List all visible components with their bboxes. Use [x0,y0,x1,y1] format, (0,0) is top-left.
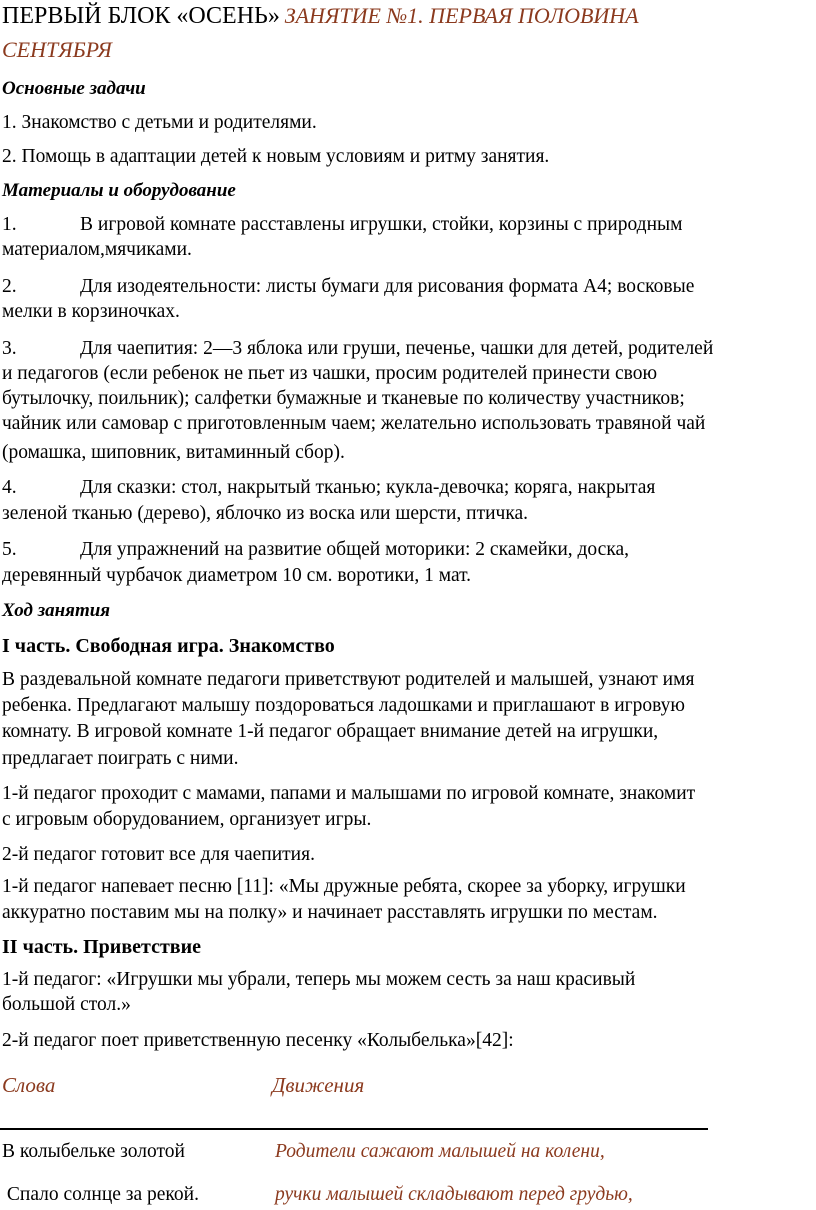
part1-heading: I часть. Свободная игра. Знакомство [2,635,335,657]
paragraph-line: ребенка. Предлагают малышу поздороваться ладошками и приглашают в игровую [2,695,686,716]
document-title [2,4,639,30]
item-number: 1. [2,214,17,235]
material-item-cont: мелки в корзиночках. [2,301,180,322]
paragraph-line: 2-й педагог готовит все для чаепития. [2,844,315,865]
part2-heading: II часть. Приветствие [2,936,201,958]
material-item-cont: (ромашка, шиповник, витаминный сбор). [2,442,345,463]
material-item [2,275,694,299]
lesson-title-cont: СЕНТЯБРЯ [2,37,112,62]
material-item-cont: деревянный чурбачок диаметром 10 см. воротики, 1 мат. [2,565,472,586]
task-item: 2. Помощь в адаптации детей к новым условиям и ритму занятия. [2,146,550,167]
tasks-heading: Основные задачи [2,78,146,99]
item-text: Для изодеятельности: листы бумаги для рисования формата А4; восковые [80,276,695,297]
paragraph-line: предлагает поиграть с ними. [2,748,239,769]
material-item [2,538,629,562]
item-text: В игровой комнате расставлены игрушки, стойки, корзины с природным [80,214,683,235]
song-words: Спало солнце за рекой. [2,1184,199,1205]
material-item [2,213,682,237]
task-item: 1. Знакомство с детьми и родителями. [2,112,317,133]
block-title: ПЕРВЫЙ БЛОК «ОСЕНЬ» [2,3,280,29]
paragraph-line: с игровым оборудованием, организует игры. [2,809,372,830]
item-number: 4. [2,477,17,498]
material-item-cont: и педагогов (если ребенок не пьет из чашки, просим родителей принести свою [2,363,658,384]
material-item [2,337,713,361]
material-item-cont: зеленой тканью (дерево), яблочко из воска или шерсти, птичка. [2,503,529,524]
item-number: 3. [2,338,17,359]
paragraph-line: аккуратно поставим мы на полку» и начинает расставлять игрушки по местам. [2,902,658,923]
paragraph-line: 1-й педагог: «Игрушки мы убрали, теперь мы можем сесть за наш красивый [2,969,636,990]
item-number: 5. [2,539,17,560]
item-text: Для сказки: стол, накрытый тканью; кукла-девочка; коряга, накрытая [80,477,656,498]
paragraph-line: В раздевальной комнате педагоги приветствуют родителей и малышей, узнают имя [2,669,695,690]
song-moves: ручки малышей складывают перед грудью, [275,1184,633,1205]
item-text: Для упражнений на развитие общей моторики: 2 скамейки, доска, [80,539,630,560]
paragraph-line: большой стол.» [2,994,131,1015]
paragraph-line: комнату. В игровой комнате 1-й педагог обращает внимание детей на игрушки, [2,721,659,742]
col-words-header: Слова [2,1073,56,1097]
song-words: В колыбельке золотой [2,1141,185,1162]
item-text: Для чаепития: 2—3 яблока или груши, печенье, чашки для детей, родителей [80,338,714,359]
material-item-cont: материалом,мячиками. [2,239,192,260]
materials-heading: Материалы и оборудование [2,180,236,201]
lesson-title: ЗАНЯТИЕ №1. ПЕРВАЯ ПОЛОВИНА [284,3,639,28]
material-item [2,476,655,500]
song-moves: Родители сажают малышей на колени, [275,1141,605,1162]
item-number: 2. [2,276,17,297]
paragraph-line: 1-й педагог напевает песню [11]: «Мы дружные ребята, скорее за уборку, игрушки [2,876,686,897]
col-moves-header: Движения [272,1073,365,1097]
paragraph-line: 2-й педагог поет приветственную песенку «Колыбелька»[42]: [2,1030,514,1051]
paragraph-line: 1-й педагог проходит с мамами, папами и малышами по игровой комнате, знакомит [2,783,696,804]
material-item-cont: чайник или самовар с приготовленным чаем; желательно использовать травяной чай [2,413,706,434]
material-item-cont: бутылочку, поильник); салфетки бумажные и тканевые по количеству участников; [2,388,685,409]
table-divider [0,1128,708,1130]
course-heading: Ход занятия [2,600,111,621]
